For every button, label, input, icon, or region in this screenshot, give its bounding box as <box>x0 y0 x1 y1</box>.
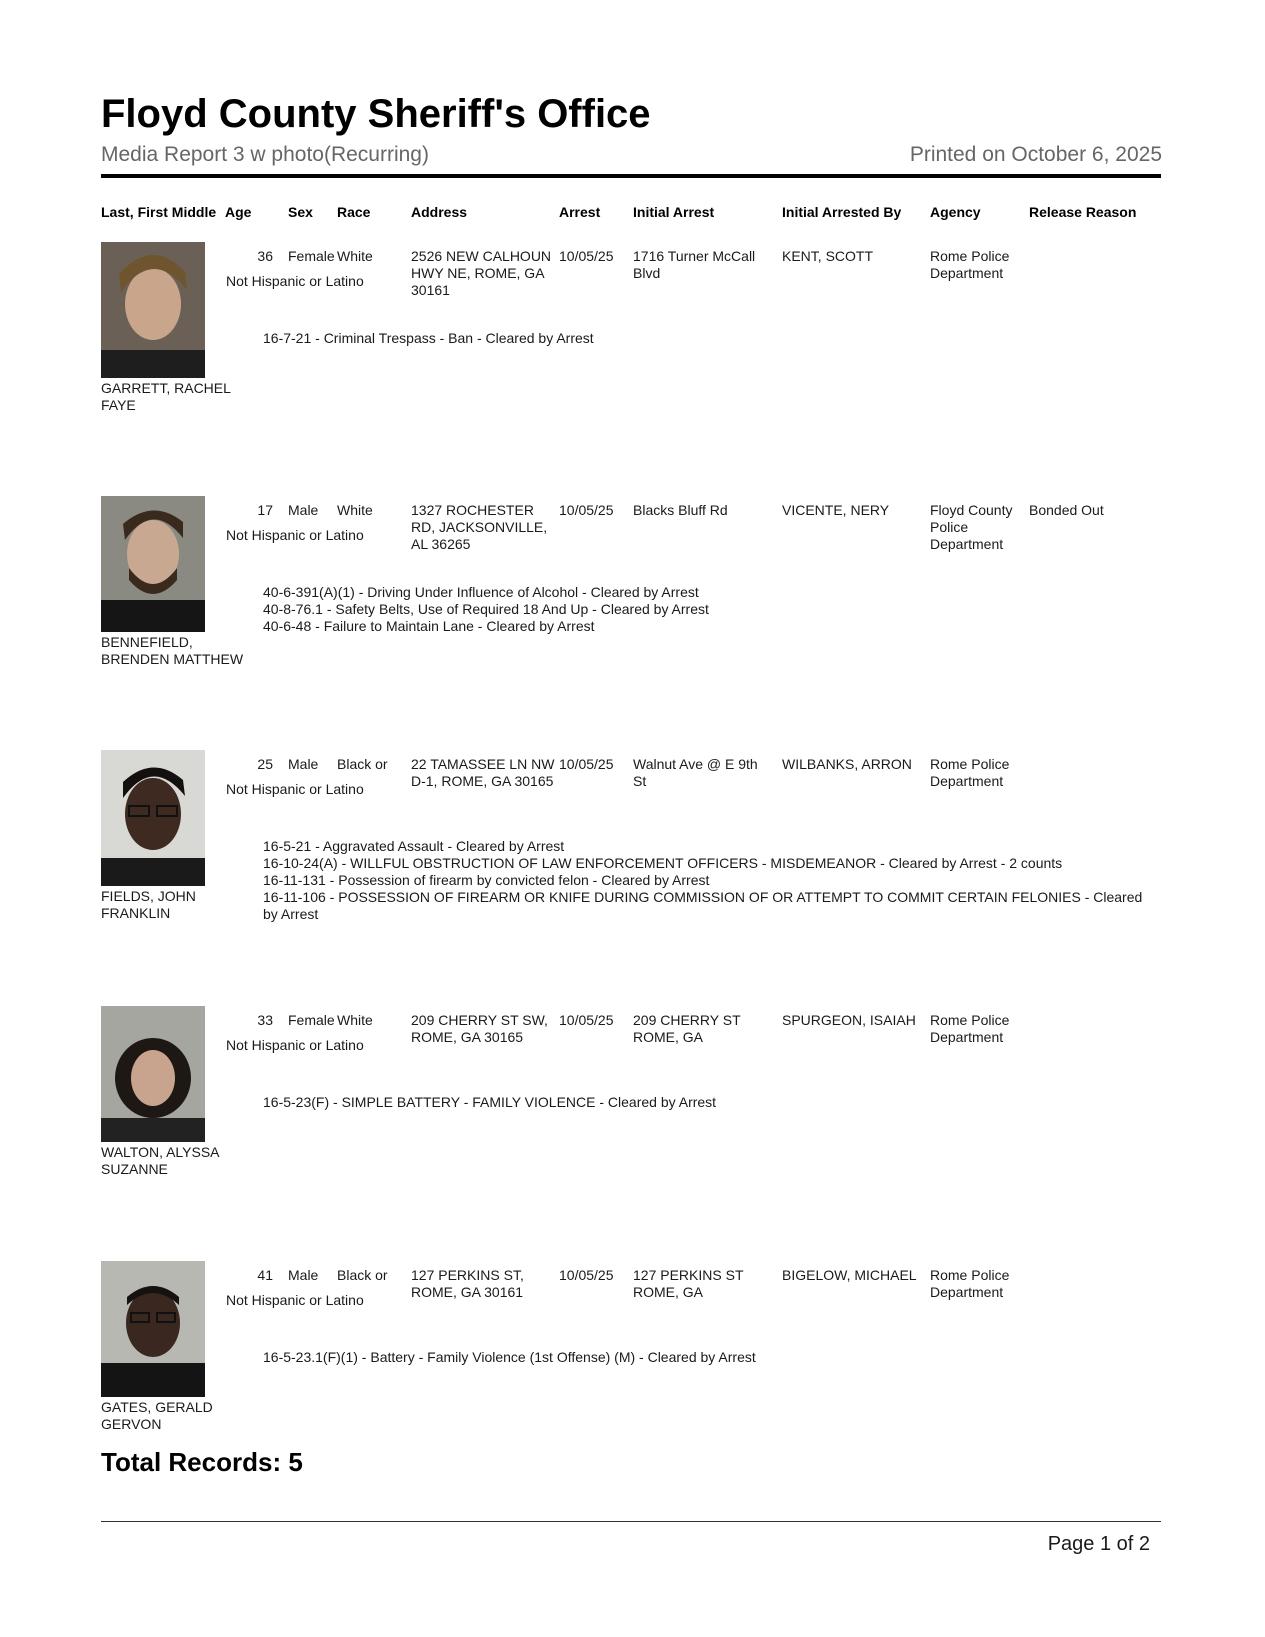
sex: Female <box>288 248 335 264</box>
agency: Rome Police Department <box>930 248 1010 281</box>
ethnicity: Not Hispanic or Latino <box>226 1037 364 1053</box>
age: 41 <box>257 1267 273 1283</box>
arrest-date: 10/05/25 <box>559 502 614 518</box>
inmate-name: FIELDS, JOHN FRANKLIN <box>101 888 196 921</box>
column-header-sex: Sex <box>288 204 313 220</box>
column-header-age: Age <box>225 204 252 220</box>
age: 36 <box>257 248 273 264</box>
initial-arrested-by: VICENTE, NERY <box>782 502 890 518</box>
charge-line: 16-10-24(A) - WILLFUL OBSTRUCTION OF LAW ENFORCEMENT OFFICERS - MISDEMEANOR - Cleared by Arrest - 2 counts <box>263 855 1063 871</box>
charges-list <box>263 838 1158 923</box>
race: White <box>337 248 373 264</box>
address: 22 TAMASSEE LN NW D-1, ROME, GA 30165 <box>411 756 555 789</box>
ethnicity: Not Hispanic or Latino <box>226 1292 364 1308</box>
age: 17 <box>257 502 273 518</box>
inmate-name: WALTON, ALYSSA SUZANNE <box>101 1144 219 1177</box>
initial-arrest-location: 127 PERKINS ST ROME, GA <box>633 1267 744 1300</box>
arrest-date: 10/05/25 <box>559 1012 614 1028</box>
booking-photo <box>101 496 205 632</box>
report-subtitle: Media Report 3 w photo(Recurring) <box>101 143 429 166</box>
arrest-record <box>101 496 1161 736</box>
arrest-record <box>101 242 1161 482</box>
total-records: Total Records: 5 <box>101 1447 303 1477</box>
sex: Male <box>288 1267 319 1283</box>
charge-line: 16-7-21 - Criminal Trespass - Ban - Cleared by Arrest <box>263 330 594 346</box>
address: 127 PERKINS ST, ROME, GA 30161 <box>411 1267 524 1300</box>
initial-arrest-location: 1716 Turner McCall Blvd <box>633 248 756 281</box>
charge-line: 16-5-21 - Aggravated Assault - Cleared by Arrest <box>263 838 565 854</box>
ethnicity: Not Hispanic or Latino <box>226 781 364 797</box>
column-header-initial-arrest: Initial Arrest <box>633 204 715 220</box>
age: 33 <box>257 1012 273 1028</box>
printed-date: Printed on October 6, 2025 <box>909 143 1162 166</box>
column-header-race: Race <box>337 204 371 220</box>
initial-arrest-location: Walnut Ave @ E 9th St <box>633 756 758 789</box>
inmate-name: GATES, GERALD GERVON <box>101 1399 213 1432</box>
arrest-date: 10/05/25 <box>559 248 614 264</box>
inmate-name: GARRETT, RACHEL FAYE <box>101 380 231 413</box>
charges-list <box>263 1094 1158 1111</box>
agency: Rome Police Department <box>930 1267 1010 1300</box>
initial-arrested-by: KENT, SCOTT <box>782 248 874 264</box>
release-reason: Bonded Out <box>1029 502 1104 518</box>
initial-arrested-by: WILBANKS, ARRON <box>782 756 912 772</box>
address: 2526 NEW CALHOUN HWY NE, ROME, GA 30161 <box>411 248 552 298</box>
race: White <box>337 502 373 518</box>
address: 209 CHERRY ST SW, ROME, GA 30165 <box>411 1012 548 1045</box>
column-header-initial-arrested-by: Initial Arrested By <box>782 204 902 220</box>
page-number: Page 1 of 2 <box>1047 1533 1150 1555</box>
address: 1327 ROCHESTER RD, JACKSONVILLE, AL 36265 <box>411 502 548 552</box>
booking-photo <box>101 242 205 378</box>
sex: Female <box>288 1012 335 1028</box>
charge-line: 16-11-131 - Possession of firearm by convicted felon - Cleared by Arrest <box>263 872 710 888</box>
charge-line: 40-6-391(A)(1) - Driving Under Influence of Alcohol - Cleared by Arrest <box>263 584 699 600</box>
ethnicity: Not Hispanic or Latino <box>226 527 364 543</box>
arrest-date: 10/05/25 <box>559 756 614 772</box>
charge-line: 40-6-48 - Failure to Maintain Lane - Cleared by Arrest <box>263 618 595 634</box>
sex: Male <box>288 502 319 518</box>
ethnicity: Not Hispanic or Latino <box>226 273 364 289</box>
arrest-date: 10/05/25 <box>559 1267 614 1283</box>
charges-list <box>263 1349 1158 1366</box>
race: Black or <box>337 1267 388 1283</box>
initial-arrested-by: BIGELOW, MICHAEL <box>782 1267 917 1283</box>
agency: Rome Police Department <box>930 1012 1010 1045</box>
agency: Rome Police Department <box>930 756 1010 789</box>
charges-list <box>263 584 1158 635</box>
booking-photo <box>101 750 205 886</box>
booking-photo <box>101 1006 205 1142</box>
initial-arrested-by: SPURGEON, ISAIAH <box>782 1012 916 1028</box>
column-header-arrest: Arrest <box>559 204 601 220</box>
column-header-agency: Agency <box>930 204 981 220</box>
inmate-name: BENNEFIELD, BRENDEN MATTHEW <box>101 634 244 667</box>
page-title: Floyd County Sheriff's Office <box>101 92 651 136</box>
column-header-name: Last, First Middle <box>101 204 217 220</box>
column-header-release-reason: Release Reason <box>1029 204 1137 220</box>
charges-list <box>263 330 1158 347</box>
arrest-record <box>101 750 1161 990</box>
initial-arrest-location: 209 CHERRY ST ROME, GA <box>633 1012 741 1045</box>
column-header-address: Address <box>411 204 468 220</box>
header-divider <box>101 174 1161 178</box>
footer-divider <box>101 1521 1161 1522</box>
sex: Male <box>288 756 319 772</box>
race: White <box>337 1012 373 1028</box>
charge-line: 16-11-106 - POSSESSION OF FIREARM OR KNIFE DURING COMMISSION OF OR ATTEMPT TO COMMIT CERTAIN FELONIES - Cleared by Arrest <box>263 889 1143 922</box>
race: Black or <box>337 756 388 772</box>
arrest-record <box>101 1006 1161 1246</box>
agency: Floyd County Police Department <box>930 502 1013 552</box>
booking-photo <box>101 1261 205 1397</box>
charge-line: 16-5-23.1(F)(1) - Battery - Family Violence (1st Offense) (M) - Cleared by Arrest <box>263 1349 756 1365</box>
age: 25 <box>257 756 273 772</box>
initial-arrest-location: Blacks Bluff Rd <box>633 502 728 518</box>
charge-line: 40-8-76.1 - Safety Belts, Use of Required 18 And Up - Cleared by Arrest <box>263 601 709 617</box>
charge-line: 16-5-23(F) - SIMPLE BATTERY - FAMILY VIOLENCE - Cleared by Arrest <box>263 1094 717 1110</box>
